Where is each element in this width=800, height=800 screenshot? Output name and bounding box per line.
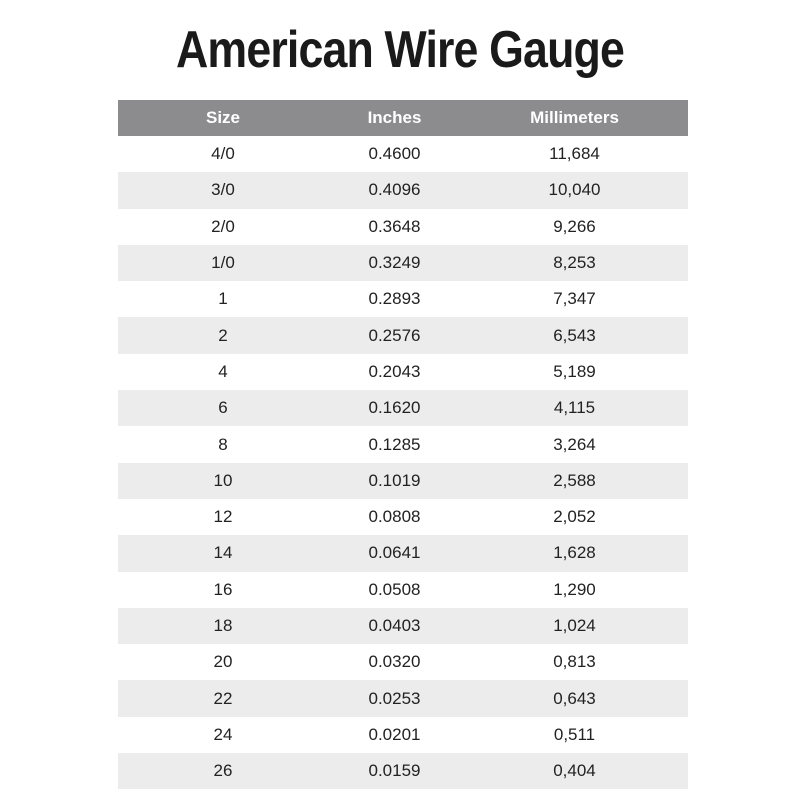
- cell-millimeters: 10,040: [548, 180, 601, 200]
- cell-size: 4: [218, 361, 228, 381]
- table-row: [118, 390, 688, 426]
- cell-inches: 0.1285: [368, 434, 421, 454]
- cell-size: 1/0: [211, 253, 235, 273]
- cell-size: 22: [213, 688, 233, 708]
- table-row: [118, 753, 688, 789]
- cell-size: 4/0: [211, 144, 235, 164]
- cell-inches: 0.0508: [368, 579, 421, 599]
- table-row: [118, 499, 688, 535]
- cell-inches: 0.3249: [368, 253, 421, 273]
- cell-millimeters: 3,264: [553, 434, 596, 454]
- cell-millimeters: 1,628: [553, 543, 596, 563]
- cell-millimeters: 5,189: [553, 361, 596, 381]
- cell-inches: 0.2576: [368, 325, 421, 345]
- table-row: [118, 572, 688, 608]
- table-row: [118, 463, 688, 499]
- cell-size: 14: [213, 543, 233, 563]
- table-row: [118, 644, 688, 680]
- cell-size: 6: [218, 398, 228, 418]
- table-row: [118, 209, 688, 245]
- cell-millimeters: 6,543: [553, 325, 596, 345]
- cell-inches: 0.0403: [368, 616, 421, 635]
- cell-inches: 0.4096: [368, 180, 421, 200]
- cell-size: 10: [213, 470, 233, 490]
- cell-inches: 0.1620: [368, 398, 421, 418]
- table-row: [118, 608, 688, 644]
- cell-size: 12: [213, 507, 233, 527]
- cell-millimeters: 8,253: [553, 253, 596, 273]
- cell-size: 26: [213, 761, 233, 781]
- cell-size: 20: [213, 652, 233, 672]
- cell-inches: 0.3648: [368, 216, 421, 236]
- cell-millimeters: 0,813: [553, 652, 596, 672]
- header-size: Size: [205, 108, 241, 127]
- table-row: [118, 172, 688, 208]
- cell-size: 3/0: [211, 180, 235, 200]
- cell-millimeters: 4,115: [553, 398, 596, 418]
- cell-millimeters: 2,588: [553, 470, 596, 490]
- cell-size: 16: [213, 579, 233, 599]
- table-body: [118, 136, 688, 789]
- table-row: [118, 717, 688, 753]
- cell-millimeters: 0,511: [553, 724, 596, 744]
- cell-inches: 0.0641: [368, 543, 421, 563]
- table-row: [118, 317, 688, 353]
- cell-size: 1: [218, 289, 228, 309]
- cell-inches: 0.0808: [368, 507, 421, 527]
- cell-millimeters: 0,404: [553, 761, 596, 781]
- cell-millimeters: 7,347: [553, 289, 596, 309]
- cell-size: 8: [218, 434, 228, 454]
- table-row: [118, 680, 688, 716]
- cell-inches: 0.2043: [368, 361, 421, 381]
- table-row: [118, 281, 688, 317]
- cell-size: 24: [213, 724, 233, 744]
- table-row: [118, 136, 688, 172]
- table-row: [118, 354, 688, 390]
- cell-millimeters: 1,024: [553, 616, 596, 635]
- cell-inches: 0.4600: [368, 144, 421, 164]
- page-title: American Wire Gauge: [175, 21, 625, 79]
- cell-millimeters: 1,290: [553, 579, 596, 599]
- cell-inches: 0.2893: [368, 289, 421, 309]
- cell-size: 2/0: [211, 216, 235, 236]
- wire-gauge-table: [118, 100, 688, 789]
- cell-inches: 0.0159: [368, 761, 421, 781]
- cell-millimeters: 11,684: [549, 144, 600, 164]
- table-header: [118, 100, 688, 136]
- header-inches: Inches: [367, 108, 422, 127]
- table-row: [118, 245, 688, 281]
- table-row: [118, 535, 688, 571]
- header-millimeters: Millimeters: [530, 108, 619, 127]
- cell-millimeters: 2,052: [553, 507, 596, 527]
- cell-millimeters: 9,266: [553, 216, 596, 236]
- table-row: [118, 426, 688, 462]
- cell-millimeters: 0,643: [553, 688, 596, 708]
- cell-inches: 0.0201: [368, 724, 421, 744]
- cell-inches: 0.0253: [368, 688, 421, 708]
- cell-inches: 0.1019: [368, 470, 421, 490]
- cell-inches: 0.0320: [368, 652, 421, 672]
- cell-size: 2: [218, 325, 228, 345]
- cell-size: 18: [213, 616, 233, 635]
